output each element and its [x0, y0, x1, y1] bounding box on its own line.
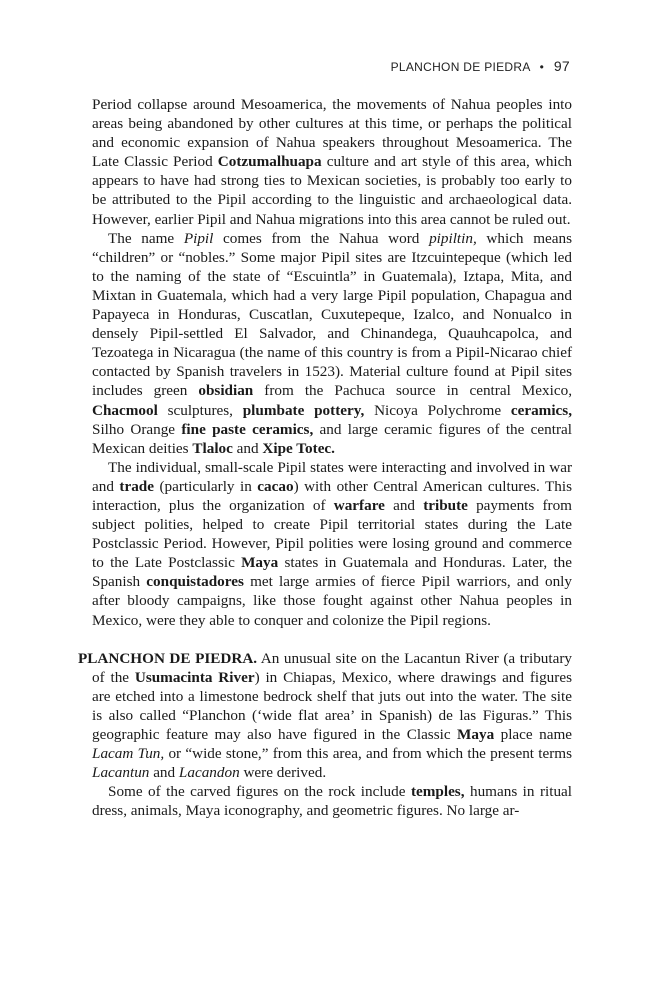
text-run: The name — [108, 229, 184, 247]
bold-term: cacao — [257, 477, 294, 495]
text-run: Period collapse around Mesoamerica, the movements of Nahua peoples into areas being abandoned by other cultures at this time, or perhaps the political and economic expansion of Nahua speakers throughout Mesoamerica. The Late Classic Period — [92, 96, 572, 171]
text-run: and — [232, 439, 263, 457]
text-run: or “wide stone,” from this area, and from which the present terms — [164, 745, 573, 763]
bold-term: Cotzumalhuapa — [217, 153, 322, 171]
dictionary-entry — [78, 649, 573, 821]
text-run: which means “children” or “nobles.” Some major Pipil sites are Itzcuintepeque (which led to the naming of the state of “Escuintla” in Guatemala), Iztapa, Mita, and Mixtan in Guatemala, which had a very large Pipil population, Chapagua and Papayeca in Honduras, Cuscatlan, Cuxutepeque, Izalco, and Nonualco in densely Pipil-settled El Salvador, and Chinandega, Quauhcapolca, and Tezoatega in Nicaragua (the name of this country is from a Pipil-Nicarao chief contacted by Spanish travelers in 1523). Material culture found at Pipil sites includes green — [92, 229, 572, 400]
text-run: An unusual site on the Lacantun River (a tributary of the — [92, 649, 573, 686]
bold-term: obsidian — [198, 382, 254, 400]
bold-term: conquistadores — [146, 573, 244, 591]
bold-term: trade — [119, 477, 154, 495]
bold-term: temples, — [410, 783, 465, 801]
text-run: place name — [494, 726, 572, 743]
text-run: ) with other Central American cultures. This interaction, plus the organization of — [92, 477, 572, 514]
running-title: PLANCHON DE PIEDRA — [390, 60, 531, 74]
bold-term: Usumacinta River — [134, 668, 255, 686]
bold-term: Xipe Totec. — [262, 439, 335, 457]
page-number: 97 — [553, 58, 570, 74]
text-run: payments from subject polities, helped to create Pipil territorial states during the Late Postclassic Period. However, Pipil polities were losing ground and commerce to the Late Postclassic — [92, 496, 572, 572]
bold-term: tribute — [423, 496, 468, 514]
text-run: Some of the carved figures on the rock include — [108, 783, 411, 801]
text-run: The individual, small-scale Pipil states were interacting and involved in war and — [92, 458, 572, 495]
text-run: states in Guatemala and Honduras. Later, the Spanish — [92, 554, 573, 591]
text-run: sculptures, — [157, 401, 243, 419]
bold-term: ceramics, — [510, 401, 572, 419]
text-run: humans in ritual dress, animals, Maya iconography, and geometric figures. No large ar- — [92, 783, 572, 820]
entry-paragraph — [92, 782, 572, 820]
running-header — [391, 58, 570, 74]
bold-term: Tlaloc — [192, 439, 233, 457]
bold-term: Maya — [457, 726, 495, 743]
paragraph — [92, 95, 572, 229]
paragraph — [92, 458, 572, 630]
text-run: (particularly in — [154, 477, 258, 495]
text-run: comes from the Nahua word — [213, 229, 430, 247]
text-run: and large ceramic figures of the central Mexican deities — [92, 420, 572, 457]
body-text — [78, 95, 573, 820]
text-run: and — [149, 764, 179, 782]
text-run: ) in Chiapas, Mexico, where drawings and figures are etched into a limestone bedrock shelf that juts out into the water. The site is also called “Planchon (‘wide flat area’ in Spanish) de las Figuras.” This geographic feature may also have figured in the Classic — [92, 668, 572, 743]
header-separator: • — [539, 60, 545, 74]
text-run: were derived. — [239, 764, 327, 782]
bold-term: fine paste ceramics, — [181, 420, 314, 438]
italic-term: pipiltin, — [429, 229, 477, 247]
bold-term: Chacmool — [92, 401, 158, 419]
text-run: and — [384, 496, 424, 514]
bold-term: Maya — [241, 554, 279, 572]
text-run: met large armies of fierce Pipil warriors, and only after bloody campaigns, like those fought against other Nahua peoples in Mexico, were they able to conquer and colonize the Pipil regions. — [92, 573, 572, 629]
bold-term: plumbate pottery, — [242, 401, 365, 419]
text-run: culture and art style of this area, which appears to have had strong ties to Mexican societies, is probably too early to be attributed to the Pipil according to the linguistic and archaeological data. However, earlier Pipil and Nahua migrations into this area cannot be ruled out. — [92, 153, 572, 228]
italic-term: Pipil — [183, 229, 214, 247]
italic-term: Lacandon — [178, 764, 240, 782]
paragraph — [92, 229, 572, 458]
text-run: Silho Orange — [92, 420, 182, 438]
italic-term: Lacam Tun, — [92, 745, 165, 763]
entry-first-paragraph — [78, 649, 573, 783]
entry-headword: PLANCHON DE PIEDRA. — [78, 649, 258, 667]
italic-term: Lacantun — [92, 764, 150, 782]
entry-definition — [92, 650, 572, 782]
text-run: from the Pachuca source in central Mexico, — [253, 382, 572, 400]
bold-term: warfare — [333, 496, 385, 514]
text-run: Nicoya Polychrome — [364, 401, 511, 419]
